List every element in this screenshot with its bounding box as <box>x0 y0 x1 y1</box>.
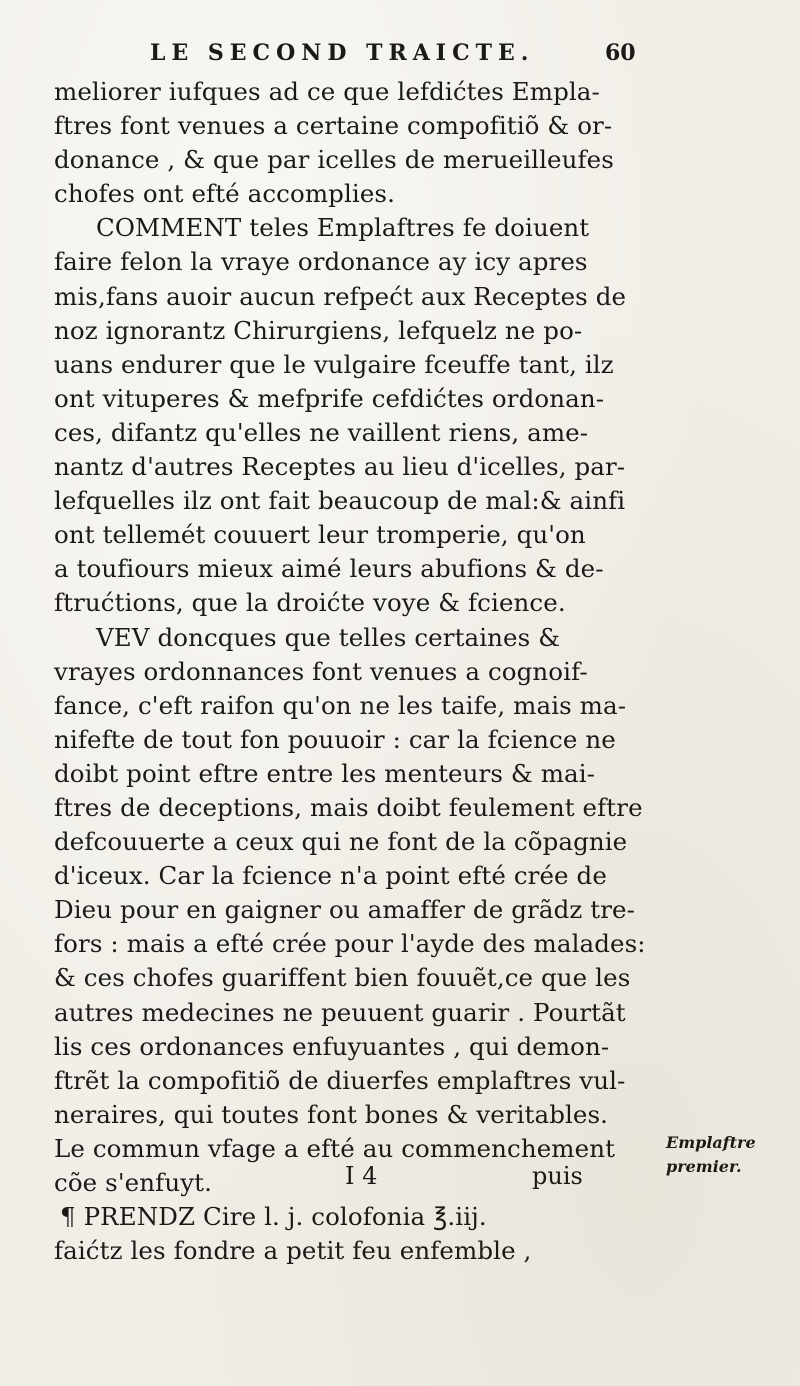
text-line: ftrućtions, que la droićte voye & fcience. <box>54 588 566 618</box>
catchword: puis <box>532 1162 583 1190</box>
page-number: 60 <box>605 40 636 66</box>
text-line: d'iceux. Car la fcience n'a point efté crée de <box>54 861 607 891</box>
margin-note: Emplaftre <box>666 1133 756 1152</box>
text-line: fors : mais a efté crée pour l'ayde des malades: <box>54 929 646 959</box>
text-line: Le commun vfage a efté au commenchement <box>54 1133 616 1163</box>
text-line: ont vituperes & mefprife cefdićtes ordonan- <box>54 383 605 413</box>
text-line: neraires, qui toutes font bones & veritables. <box>54 1099 609 1129</box>
text-line: a toufiours mieux aimé leurs abufions & de- <box>54 554 604 584</box>
signature-mark: I 4 <box>345 1162 378 1190</box>
text-line: nifefte de tout fon pouuoir : car la fcience ne <box>54 724 616 754</box>
text-line: vrayes ordonnances font venues a cognoif- <box>54 656 588 686</box>
recipe-start-line: ¶ PRENDZ Cire l. j. colofonia ℥.iij. <box>60 1202 487 1232</box>
text-line: cõe s'enfuyt. <box>54 1168 212 1197</box>
margin-note: premier. <box>666 1157 742 1176</box>
text-line: doibt point eftre entre les menteurs & mai- <box>54 758 596 788</box>
text-line: fance, c'eft raifon qu'on ne les taife, mais ma- <box>54 690 627 720</box>
text-line: nantz d'autres Receptes au lieu d'icelles, par- <box>54 452 626 482</box>
text-line: uans endurer que le vulgaire fceuffe tant, ilz <box>54 349 614 379</box>
text-line: faićtz les fondre a petit feu enfemble , <box>54 1236 532 1266</box>
text-line: donance , & que par icelles de merueilleufes <box>54 145 614 175</box>
text-line: lis ces ordonances enfuyuantes , qui demon- <box>54 1031 610 1061</box>
running-title: LE SECOND TRAICTE. <box>150 40 535 66</box>
text-line: ftres de deceptions, mais doibt feulement eftre <box>54 792 643 822</box>
text-line: ces, difantz qu'elles ne vaillent riens, ame- <box>54 417 589 447</box>
text-line: lefquelles ilz ont fait beaucoup de mal:& ainfi <box>54 486 626 516</box>
text-line: defcouuerte a ceux qui ne font de la cõpagnie <box>54 827 628 857</box>
text-line: & ces chofes guariffent bien fouuẽt,ce que les <box>54 963 631 993</box>
text-line: Dieu pour en gaigner ou amaffer de grãdz tre- <box>54 895 635 925</box>
text-line: ont tellemét couuert leur tromperie, qu'on <box>54 520 586 550</box>
paragraph-start-line: COMMENT teles Emplaftres fe doiuent <box>96 213 590 243</box>
text-line: meliorer iufques ad ce que lefdićtes Empla- <box>54 77 600 106</box>
text-line: autres medecines ne peuuent guarir . Pourtãt <box>54 997 626 1027</box>
text-line: ftres font venues a certaine compofitiõ & or- <box>54 111 613 141</box>
text-line: mis,fans auoir aucun refpećt aux Receptes de <box>54 281 627 311</box>
text-line: ftrẽt la compofitiõ de diuerfes emplaftres vul- <box>54 1065 626 1095</box>
text-line: chofes ont efté accomplies. <box>54 179 395 209</box>
body-text <box>54 75 754 1268</box>
text-line: faire felon la vraye ordonance ay icy apres <box>54 247 588 277</box>
text-line: noz ignorantz Chirurgiens, lefquelz ne po- <box>54 315 583 345</box>
paragraph-start-line: VEV doncques que telles certaines & <box>96 622 561 652</box>
